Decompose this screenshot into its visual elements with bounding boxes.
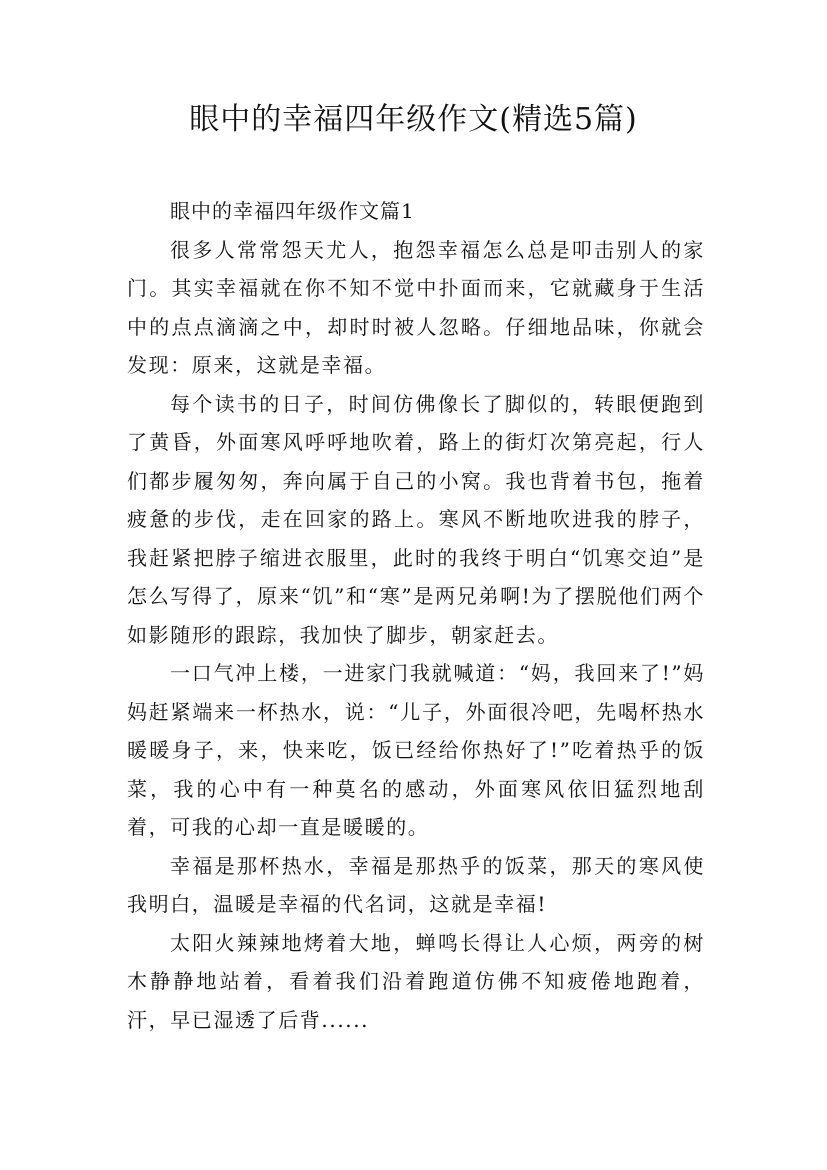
paragraph-5: 太阳火辣辣地烤着大地，蝉鸣长得让人心烦，两旁的树木静静地站着，看着我们沿着跑道仿佛不知疲倦地跑着，汗，早已湿透了后背...... (127, 930, 705, 1032)
section-heading: 眼中的幸福四年级作文篇1 (170, 199, 415, 223)
paragraph-4: 幸福是那杯热水，幸福是那热乎的饭菜，那天的寒风使我明白，温暖是幸福的代名词，这就是幸福! (127, 853, 705, 916)
document-body (127, 192, 705, 1039)
document-title: 眼中的幸福四年级作文(精选5篇) (189, 102, 638, 137)
paragraph-1: 很多人常常怨天尤人，抱怨幸福怎么总是叩击别人的家门。其实幸福就在你不知不觉中扑面而来，它就藏身于生活中的点点滴滴之中，却时时被人忽略。仔细地品味，你就会发现：原来，这就是幸福。 (127, 237, 705, 377)
paragraph-3: 一口气冲上楼，一进家门我就喊道：“妈，我回来了!”妈妈赶紧端来一杯热水，说：“儿子，外面很冷吧，先喝杯热水暖暖身子，来，快来吃，饭已经给你热好了!”吃着热乎的饭菜，我的心中有一种莫名的感动，外面寒风依旧猛烈地刮着，可我的心却一直是暖暖的。 (127, 661, 705, 839)
paragraph-2: 每个读书的日子，时间仿佛像长了脚似的，转眼便跑到了黄昏，外面寒风呼呼地吹着，路上的街灯次第亮起，行人们都步履匆匆，奔向属于自己的小窝。我也背着书包，拖着疲惫的步伐，走在回家的路上。寒风不断地吹进我的脖子，我赶紧把脖子缩进衣服里，此时的我终于明白“饥寒交迫”是怎么写得了，原来“饥”和“寒”是两兄弟啊!为了摆脱他们两个如影随形的跟踪，我加快了脚步，朝家赶去。 (127, 391, 705, 647)
